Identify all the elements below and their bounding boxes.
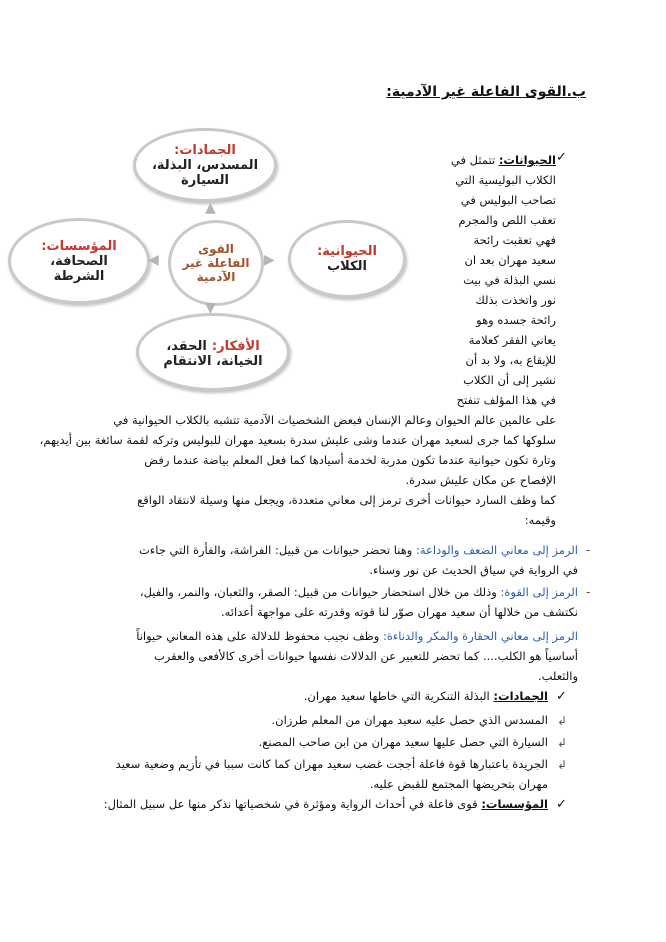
symbol-text: وذلك من خلال استحضار حيوانات من قبيل: الصقر، والثعبان، والنمر، والفيل،: [139, 585, 501, 599]
section-title: ب.القوى الفاعلة غير الآدمية:: [386, 84, 586, 100]
animals-line: يعاني الفقر كعلامة: [468, 333, 556, 347]
objects-text: البذلة التنكرية التي خاطها سعيد مهران.: [303, 689, 494, 703]
animals-first: تتمثل في: [450, 153, 496, 167]
animals-line: للإيقاع به، ولا بد أن: [465, 353, 556, 367]
arrow-down-icon: ▼: [205, 300, 216, 316]
node-institutions-head: المؤسسات:: [41, 238, 117, 254]
node-objects-line: السيارة: [181, 172, 229, 188]
animals-line: في هذا المؤلف تنفتح: [456, 393, 556, 407]
dash-marker: -: [586, 585, 591, 599]
animals-label: الحيوانات:: [498, 153, 556, 167]
node-ideas: [136, 313, 290, 391]
para-line: الإفصاح عن مكان عليش سدرة.: [405, 473, 556, 487]
animals-column: [436, 150, 556, 410]
node-animals-line: الكلاب: [327, 259, 367, 274]
node-institutions-line: الصحافة،: [50, 253, 108, 269]
animals-paragraph: [39, 410, 556, 530]
center-line: القوى: [198, 242, 234, 256]
check-icon: ✓: [556, 797, 567, 812]
hook-icon: ↲: [557, 736, 568, 750]
para-line: على عالمين عالم الحيوان وعالم الإنسان فبعض الشخصيات الآدمية تتشبه بالكلاب الحيوانية في: [113, 413, 556, 427]
objects-item-text: المسدس الذي حصل عليه سعيد مهران من المعلم طرزان.: [271, 713, 548, 727]
symbol-title: الرمز إلى معاني الضعف والوداعة:: [416, 543, 578, 557]
objects-item-text: الجريدة باعتبارها قوة فاعلة أججت غضب سعيد مهران كما كانت سببا في تأزيم وضعية سعيد: [115, 757, 548, 771]
symbol-item: [58, 540, 578, 580]
objects-item: [28, 754, 548, 794]
check-icon: ✓: [556, 689, 567, 704]
objects-item: [108, 710, 548, 730]
institutions-heading: [48, 794, 548, 814]
symbol-text: في الرواية في سياق الحديث عن نور وسناء.: [369, 563, 578, 577]
symbol-text: وهنا تحضر حيوانات من قبيل: الفراشة، والفأرة التي جاءت: [139, 543, 416, 557]
node-ideas-line: الخيانة، الانتقام: [163, 354, 263, 369]
symbol-item: [58, 626, 578, 686]
node-ideas-head: الأفكار:: [211, 339, 260, 354]
hook-icon: ↲: [557, 714, 568, 728]
animals-line: فهي تعقبت رائحة: [473, 233, 556, 247]
hook-icon: ↲: [557, 758, 568, 772]
arrow-right-icon: ▶: [264, 252, 275, 268]
symbol-text: وظف نجيب محفوظ للدلالة على هذه المعاني حيواناً: [136, 629, 383, 643]
node-ideas-inline: الحقد،: [166, 339, 207, 354]
animals-line: سعيد مهران بعد ان: [464, 253, 556, 267]
symbol-text: نكتشف من خلالها أن سعيد مهران صوّر لنا قوته وقدرته على مواجهة أعدائه.: [220, 605, 578, 619]
animals-line: نسي البذلة في بيت: [463, 273, 556, 287]
symbol-title: الرمز إلى القوة:: [500, 585, 578, 599]
para-line: وتارة تكون حيوانية عندما تكون مدربة لخدمة أسيادها كما فعل المعلم بياضة عندما رفض: [144, 453, 556, 467]
concept-diagram: [0, 0, 666, 420]
node-institutions: [8, 218, 150, 304]
node-objects-head: الجمادات:: [174, 142, 236, 158]
animals-first-line: [436, 150, 556, 170]
objects-heading: [108, 686, 548, 706]
animals-line: تصاحب البوليس في: [460, 193, 556, 207]
para-line: سلوكها كما جرى لسعيد مهران عندما وشى عليش سدرة بسعيد مهران للبوليس وتركه لقمة سائغة بين أيديهم،: [39, 433, 556, 447]
objects-item-text: مهران بتحريضها المجتمع للقبض عليه.: [369, 777, 548, 791]
symbol-title: الرمز إلى معاني الحقارة والمكر والدناءة:: [382, 629, 578, 643]
para-line: كما وظف السارد حيوانات أخرى ترمز إلى معاني متعددة، ويجعل منها وسيلة لانتقاد الواقع: [137, 493, 556, 507]
objects-item: [108, 732, 548, 752]
node-objects: [133, 128, 277, 202]
animals-line: الكلاب البوليسية التي: [455, 173, 556, 187]
dash-marker: -: [586, 543, 591, 557]
animals-line: نور واتخذت بذلك: [475, 293, 556, 307]
para-line: وقيمه:: [524, 513, 556, 527]
check-icon: ✓: [556, 150, 567, 165]
node-center: [168, 220, 264, 306]
institutions-label: المؤسسات:: [481, 797, 548, 811]
symbol-text: والثعلب.: [537, 669, 578, 683]
animals-line: نشير إلى أن الكلاب: [463, 373, 556, 387]
arrow-left-icon: ◀: [148, 252, 159, 268]
symbol-item: [58, 582, 578, 622]
objects-label: الجمادات:: [493, 689, 548, 703]
animals-line: رائحة جسده وهو: [476, 313, 556, 327]
arrow-up-icon: ▲: [205, 200, 216, 216]
institutions-text: قوى فاعلة في أحداث الرواية ومؤثرة في شخصياتها نذكر منها عل سبيل المثال:: [103, 797, 482, 811]
node-animals-head: الحيوانية:: [317, 244, 377, 259]
center-line: الآدمية: [196, 270, 236, 284]
animals-line: تعقب اللص والمجرم: [458, 213, 556, 227]
center-line: الفاعلة غير: [182, 256, 250, 270]
node-animals: [288, 220, 406, 298]
node-objects-line: المسدس، البذلة،: [151, 157, 259, 173]
symbol-text: أساسياً هو الكلب.... كما تحضر للتعبير عن الدلالات نفسها حيوانات أخرى كالأفعى والعقرب: [153, 649, 578, 663]
objects-item-text: السيارة التي حصل عليها سعيد مهران من ابن صاحب المصنع.: [258, 735, 548, 749]
node-institutions-line: الشرطة: [53, 268, 105, 284]
